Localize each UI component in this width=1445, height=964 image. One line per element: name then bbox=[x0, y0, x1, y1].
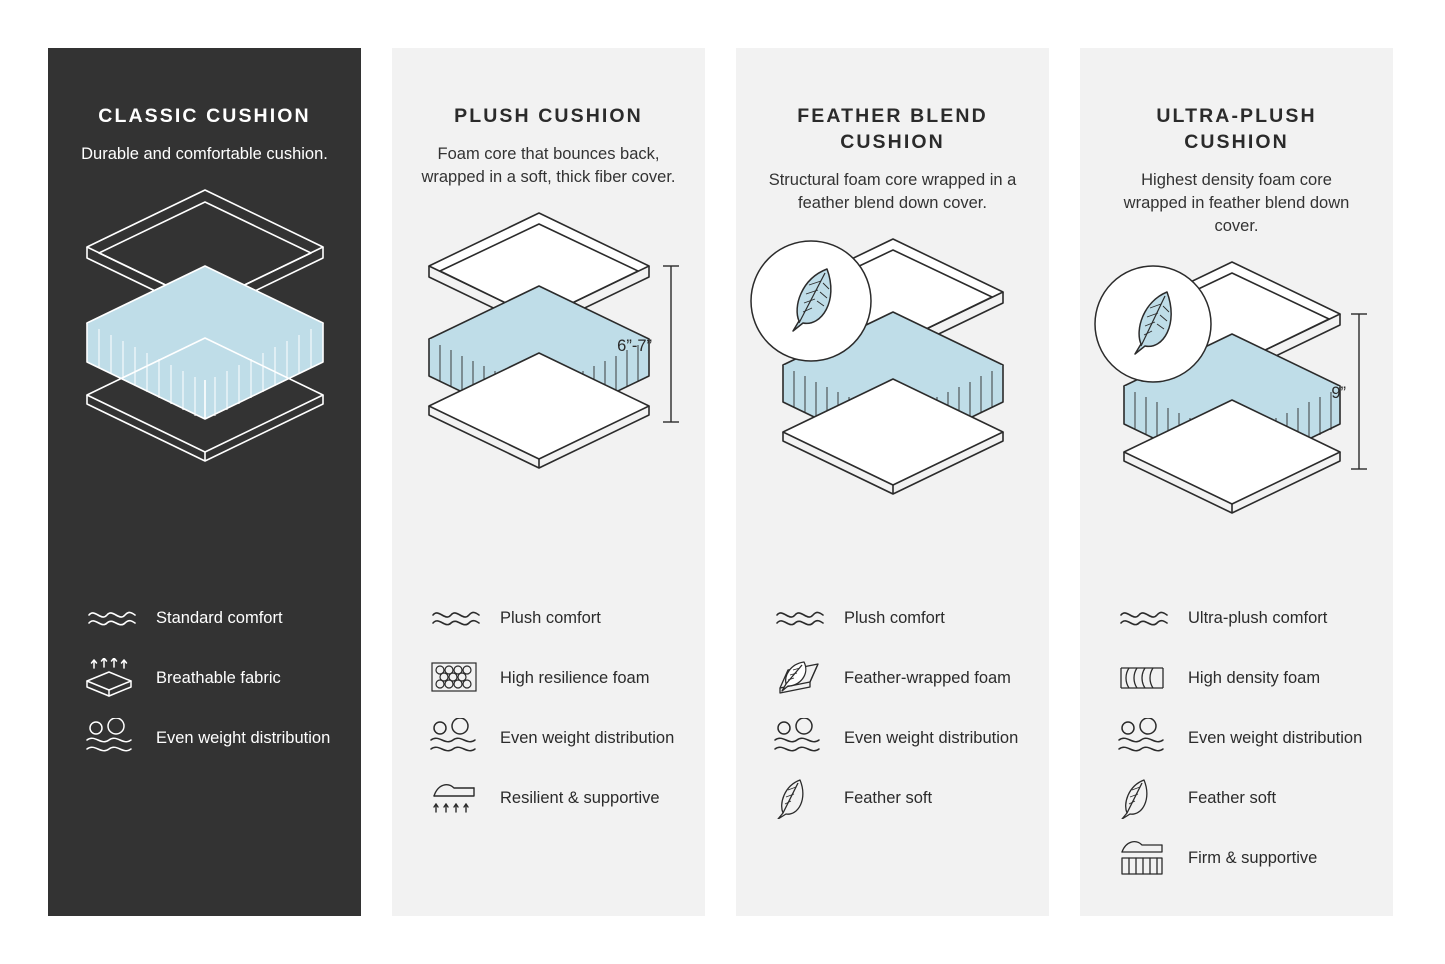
cushion-diagram bbox=[1080, 252, 1393, 552]
feature-label: High density foam bbox=[1188, 669, 1321, 687]
feature-label: Plush comfort bbox=[844, 609, 945, 627]
feature-item bbox=[1118, 708, 1367, 768]
feature-label: Feather soft bbox=[844, 789, 933, 807]
feather-icon bbox=[1118, 775, 1180, 821]
feature-label: Even weight distribution bbox=[844, 729, 1019, 747]
wave-icon bbox=[430, 595, 492, 641]
card-classic-cushion bbox=[48, 48, 361, 916]
feather-wrapped-foam-icon bbox=[774, 655, 836, 701]
card-description: Highest density foam core wrapped in feather blend down cover. bbox=[1123, 171, 1350, 235]
card-title: CLASSIC CUSHION bbox=[98, 105, 311, 127]
cushion-diagram bbox=[48, 180, 361, 480]
feature-list bbox=[736, 588, 1049, 828]
feature-item bbox=[430, 708, 679, 768]
feather-icon bbox=[774, 775, 836, 821]
feature-item bbox=[1118, 828, 1367, 888]
feature-label: Ultra-plush comfort bbox=[1188, 609, 1328, 627]
honeycomb-foam-icon bbox=[430, 655, 492, 701]
dimension-label: 6”-7” bbox=[616, 337, 652, 355]
weight-distribution-icon bbox=[1118, 715, 1180, 761]
wave-icon bbox=[774, 595, 836, 641]
cushion-diagram bbox=[736, 229, 1049, 529]
card-description: Durable and comfortable cushion. bbox=[81, 145, 328, 163]
feature-item bbox=[1118, 588, 1367, 648]
dense-foam-icon bbox=[1118, 655, 1180, 701]
feature-item bbox=[1118, 768, 1367, 828]
card-ultra-plush-cushion bbox=[1080, 48, 1393, 916]
exploded-cushion-illustration bbox=[1087, 252, 1387, 542]
card-title: FEATHER BLEND CUSHION bbox=[797, 105, 988, 153]
feature-item bbox=[774, 768, 1023, 828]
weight-distribution-icon bbox=[430, 715, 492, 761]
feature-item bbox=[774, 648, 1023, 708]
feature-label: Standard comfort bbox=[156, 609, 283, 627]
feature-item bbox=[86, 588, 335, 648]
weight-distribution-icon bbox=[86, 715, 148, 761]
feature-item bbox=[1118, 648, 1367, 708]
weight-distribution-icon bbox=[774, 715, 836, 761]
feature-list bbox=[1080, 588, 1393, 888]
feature-label: Resilient & supportive bbox=[500, 789, 660, 807]
card-title: PLUSH CUSHION bbox=[454, 105, 643, 127]
feature-item bbox=[774, 708, 1023, 768]
wave-icon bbox=[86, 595, 148, 641]
feature-label: Plush comfort bbox=[500, 609, 601, 627]
dimension-label: 9” bbox=[1330, 384, 1346, 402]
card-feather-blend-cushion bbox=[736, 48, 1049, 916]
cushion-diagram bbox=[392, 203, 705, 503]
card-title: ULTRA-PLUSH CUSHION bbox=[1156, 105, 1317, 153]
feature-item bbox=[430, 588, 679, 648]
feature-label: Firm & supportive bbox=[1188, 849, 1318, 867]
feature-label: Feather soft bbox=[1188, 789, 1277, 807]
feature-label: Even weight distribution bbox=[156, 729, 331, 747]
feature-label: Even weight distribution bbox=[1188, 729, 1363, 747]
feature-item bbox=[86, 708, 335, 768]
firm-supportive-icon bbox=[1118, 835, 1180, 881]
feature-item bbox=[430, 648, 679, 708]
exploded-cushion-illustration bbox=[743, 229, 1043, 519]
feature-list bbox=[48, 588, 361, 768]
breathable-fabric-icon bbox=[86, 655, 148, 701]
feature-label: Breathable fabric bbox=[156, 669, 281, 687]
exploded-cushion-illustration bbox=[55, 180, 355, 470]
feature-label: High resilience foam bbox=[500, 669, 650, 687]
wave-icon bbox=[1118, 595, 1180, 641]
feature-item bbox=[774, 588, 1023, 648]
feature-list bbox=[392, 588, 705, 828]
card-plush-cushion bbox=[392, 48, 705, 916]
card-description: Foam core that bounces back, wrapped in a soft, thick fiber cover. bbox=[421, 145, 676, 186]
feature-item bbox=[86, 648, 335, 708]
supportive-seat-icon bbox=[430, 775, 492, 821]
feature-label: Feather-wrapped foam bbox=[844, 669, 1011, 687]
card-description: Structural foam core wrapped in a feather blend down cover. bbox=[768, 171, 1017, 212]
exploded-cushion-illustration bbox=[399, 203, 699, 493]
feature-item bbox=[430, 768, 679, 828]
feature-label: Even weight distribution bbox=[500, 729, 675, 747]
